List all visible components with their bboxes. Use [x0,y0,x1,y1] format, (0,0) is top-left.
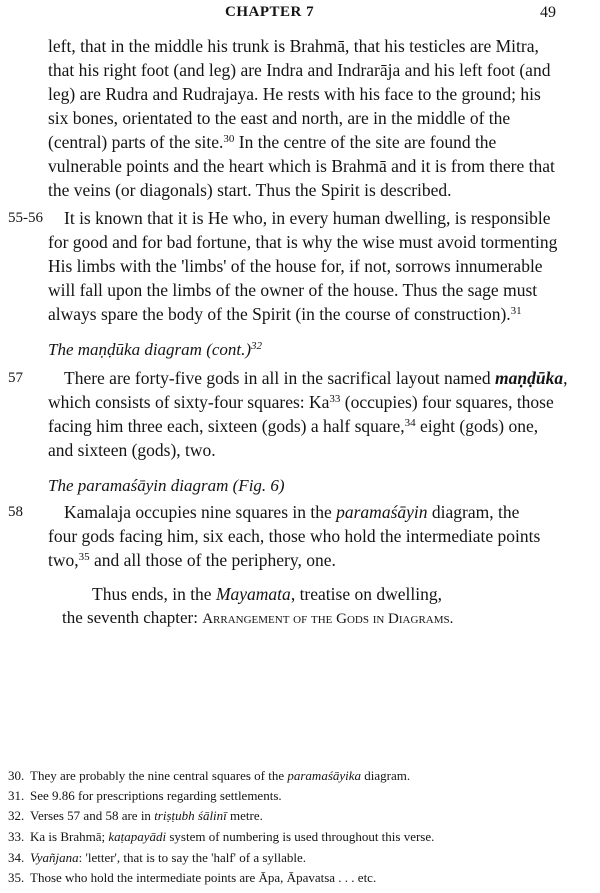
footnote: 30. They are probably the nine central squares of the paramaśāyika diagram. [8,768,411,783]
footnote: 32. Verses 57 and 58 are in triṣṭubh śālinī metre. [8,808,263,823]
text-line: always spare the body of the Spirit (in the course of construction).$^{31}$ [48,304,522,324]
text-line: It is known that it is He who, in every human dwelling, is responsible [64,208,551,228]
footnote: 31. See 9.86 for prescriptions regarding settlements. [8,788,282,803]
footnote-ref[interactable]: 32 [251,340,263,352]
text-line: four gods facing him, six each, those who hold the intermediate points [48,526,541,546]
text-line: which consists of sixty-four squares: Ka$^{33}$ (occupies) four squares, those [48,392,554,412]
colophon-line: the seventh chapter: Arrangement of the Gods in Diagrams. [62,608,454,627]
section-heading: The maṇḍūka diagram (cont.)$^{32}$ [48,340,263,359]
text-line: facing him three each, sixteen (gods) a half square,$^{34}$ eight (gods) one, [48,416,539,436]
text-line: two,$^{35}$ and all those of the periphery, one. [48,550,336,570]
text-line: will fall upon the limbs of the owner of the house. Thus the sage must [48,280,538,300]
footnote-ref[interactable]: 30 [223,133,235,145]
text-line: His limbs with the 'limbs' of the house for, if not, sorrows innumerable [48,256,543,276]
text-line: Kamalaja occupies nine squares in the paramaśāyin diagram, the [64,502,520,522]
footnote-ref[interactable]: 33 [329,393,341,405]
text-line: the veins (or diagonals) start. Thus the Spirit is described. [48,180,452,200]
verse-number: 55-56 [8,210,43,226]
text-line: six bones, orientated to the east and north, are in the middle of the [48,108,511,128]
text-line: and sixteen (gods), two. [48,440,216,460]
text-line: for good and for bad fortune, that is why the wise must avoid tormenting [48,232,558,252]
chapter-title: CHAPTER 7 [225,4,315,20]
text-line: There are forty-five gods in all in the sacrifical layout named maṇḍūka, [64,368,568,388]
verse-number: 57 [8,370,23,386]
text-line: vulnerable points and the heart which is Brahmā and it is from there that [48,156,555,176]
page-header [0,4,600,24]
footnote: 34. Vyañjana: 'letter', that is to say the 'half' of a syllable. [8,850,307,865]
page-number: 49 [540,4,556,21]
footnote-ref[interactable]: 34 [404,417,416,429]
text-line: (central) parts of the site.$^{30}$ In the centre of the site are found the [48,132,497,152]
colophon-line: Thus ends, in the Mayamata, treatise on dwelling, [92,584,442,604]
verse-number: 58 [8,504,23,520]
footnote-ref[interactable]: 31 [510,305,522,317]
text-line: that his right foot (and leg) are Indra and Indrarāja and his left foot (and [48,60,551,80]
footnote-ref[interactable]: 35 [78,551,90,563]
section-heading: The paramaśāyin diagram (Fig. 6) [48,476,285,495]
text-line: leg) are Rudra and Rudrajaya. He rests with his face to the ground; his [48,84,541,104]
text-line: left, that in the middle his trunk is Brahmā, that his testicles are Mitra, [48,36,539,56]
footnote: 35. Those who hold the intermediate points are Āpa, Āpavatsa . . . etc. [8,870,377,885]
footnote: 33. Ka is Brahmā; kaṭapayādi system of numbering is used throughout this verse. [8,829,435,844]
